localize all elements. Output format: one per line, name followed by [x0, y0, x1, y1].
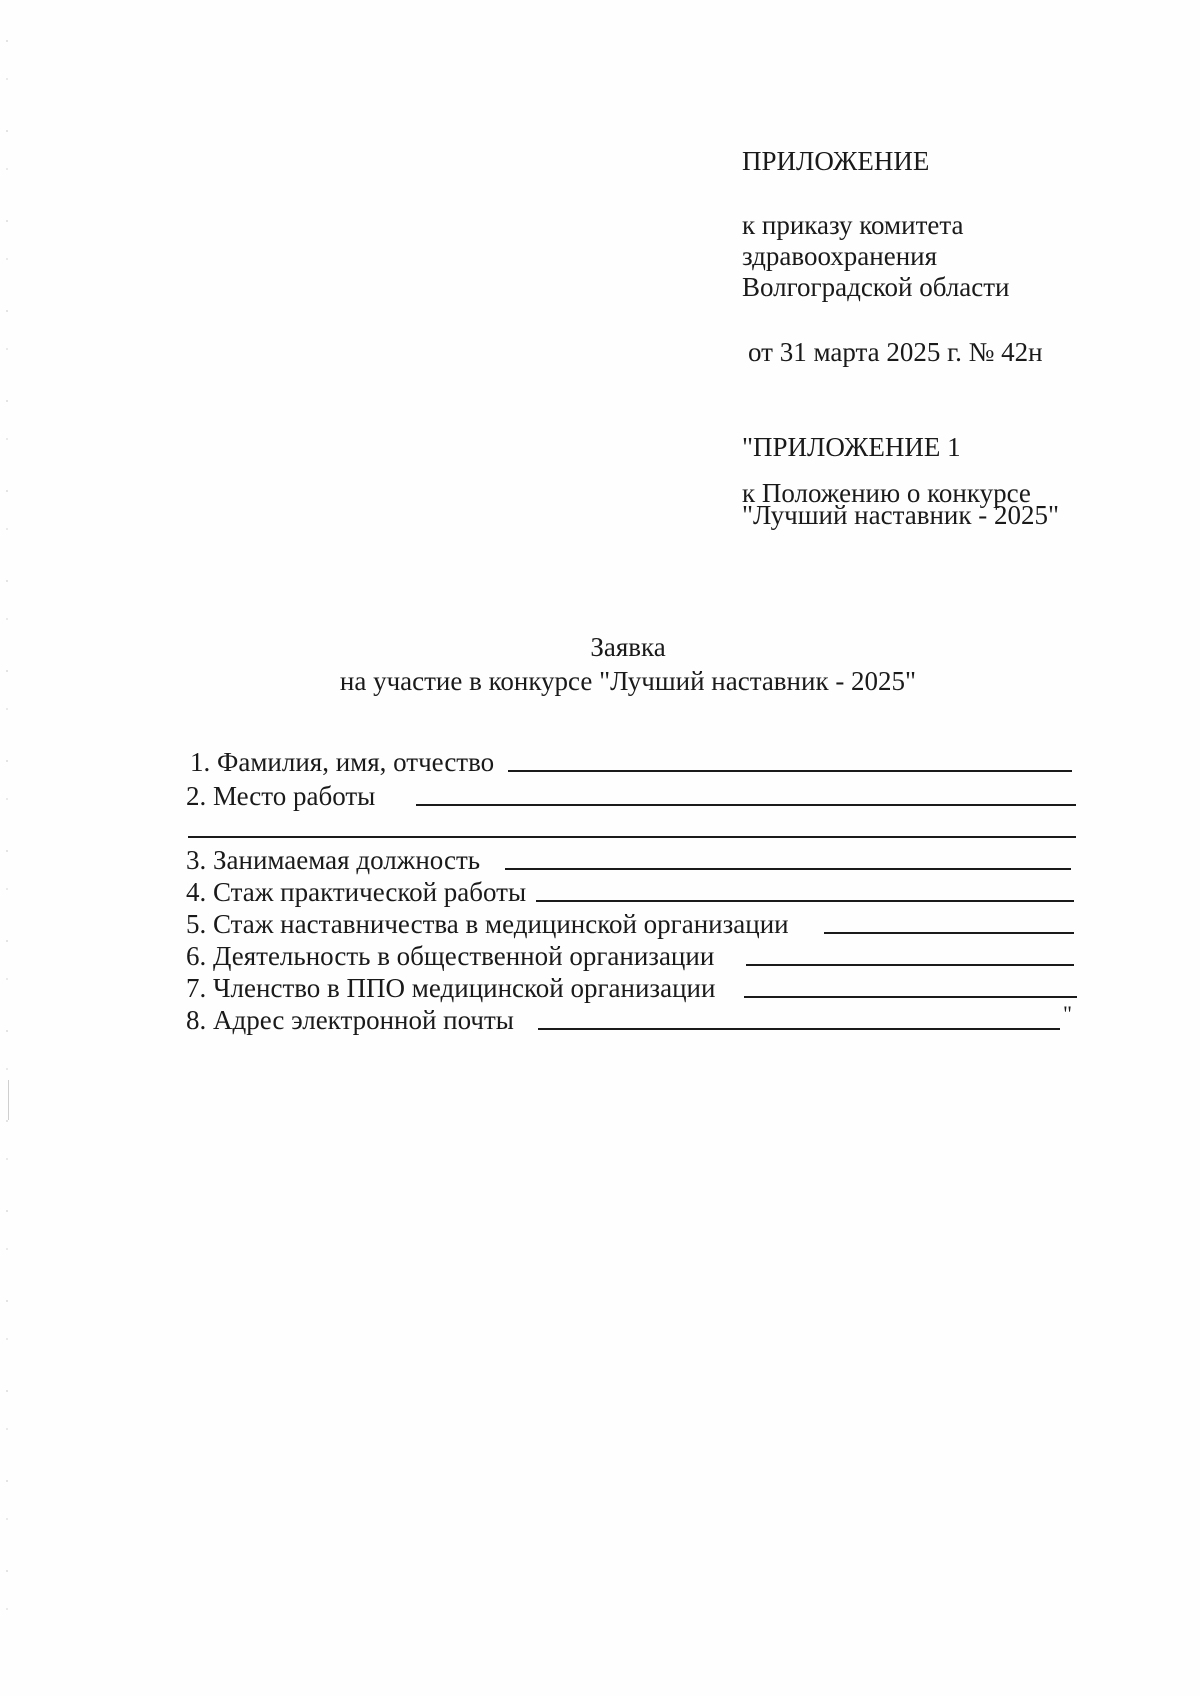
order-line-3: Волгоградской области	[742, 272, 1010, 302]
title-line-2: на участие в конкурсе "Лучший наставник - 2025"	[339, 666, 917, 696]
form-label-ppo-membership: 7. Членство в ППО медицинской организации	[186, 973, 716, 1003]
form-item-position	[186, 845, 480, 876]
form-label-position: 3. Занимаемая должность	[186, 845, 481, 875]
form-label-work-experience: 4. Стаж практической работы	[186, 877, 527, 907]
order-date: от 31 марта 2025 г. № 42н	[748, 337, 1043, 367]
form-item-work-experience	[186, 877, 526, 908]
email-field[interactable]	[538, 1028, 1060, 1030]
form-label-full-name: 1. Фамилия, имя, отчество	[190, 747, 495, 777]
closing-quote: "	[1063, 1001, 1072, 1026]
regulation-line-2: "Лучший наставник - 2025"	[742, 500, 1059, 530]
ppo-membership-field[interactable]	[744, 996, 1077, 998]
form-label-mentoring-experience: 5. Стаж наставничества в медицинской организации	[186, 909, 789, 939]
workplace-field[interactable]	[416, 804, 1076, 806]
form-label-public-activity: 6. Деятельность в общественной организации	[186, 941, 715, 971]
full-name-field[interactable]	[508, 770, 1072, 772]
form-label-workplace: 2. Место работы	[186, 781, 376, 811]
mentoring-experience-field[interactable]	[824, 932, 1074, 934]
form-item-ppo-membership	[186, 973, 715, 1004]
order-line-2: здравоохранения	[742, 241, 938, 271]
public-activity-field[interactable]	[746, 964, 1074, 966]
form-item-full-name	[190, 747, 494, 778]
scan-edge-artifact	[6, 40, 8, 1660]
form-item-email	[186, 1005, 514, 1036]
form-label-email: 8. Адрес электронной почты	[186, 1005, 514, 1035]
scan-edge-mark	[8, 1080, 9, 1120]
position-field[interactable]	[505, 868, 1071, 870]
workplace-field-continuation[interactable]	[188, 836, 1076, 838]
appendix-title: ПРИЛОЖЕНИЕ	[742, 146, 930, 176]
regulation-line-1: к Положению о конкурсе	[742, 478, 1031, 508]
title-line-1: Заявка	[590, 632, 666, 662]
form-item-workplace	[186, 781, 375, 812]
work-experience-field[interactable]	[536, 900, 1074, 902]
form-item-mentoring-experience	[186, 909, 789, 940]
order-line-1: к приказу комитета	[742, 210, 964, 240]
appendix-1-title: "ПРИЛОЖЕНИЕ 1	[742, 432, 961, 462]
form-item-public-activity	[186, 941, 714, 972]
